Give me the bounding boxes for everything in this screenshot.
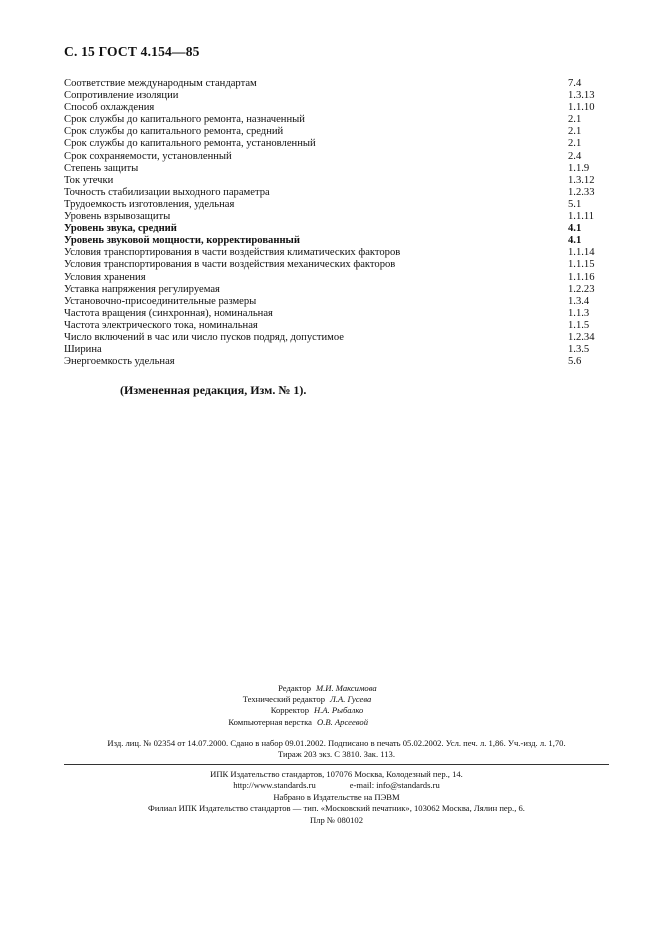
index-entry [64,223,604,235]
index-term: Трудоемкость изготовления, удельная [64,198,235,210]
credit-line [0,683,661,694]
index-term: Уровень взрывозащиты [64,211,171,223]
index-ref: 2.1 [568,138,582,150]
index-entry [64,78,604,90]
license-number: Плр № 080102 [309,814,364,825]
index-ref: 1.1.9 [568,162,590,174]
index-entry [64,102,604,114]
index-ref: 1.1.10 [568,102,595,114]
index-ref: 2.4 [568,150,582,162]
index-ref: 1.3.4 [568,295,590,307]
index-term: Частота вращения (синхронная), номинальная [64,307,273,319]
index-term: Срок службы до капитального ремонта, назначенный [64,114,305,126]
index-entry [64,163,604,175]
index-ref: 1.1.15 [568,259,595,271]
index-term: Ширина [64,344,102,356]
index-entry [64,151,604,163]
publisher-contacts [64,780,609,791]
index-ref: 5.1 [568,198,582,210]
index-entry [64,284,604,296]
index-term: Способ охлаждения [64,102,155,114]
index-term: Срок службы до капитального ремонта, средний [64,126,284,138]
index-ref: 1.1.16 [568,271,595,283]
index-entry [64,308,604,320]
index-ref: 2.1 [568,126,582,138]
index-entry [64,235,604,247]
editorial-credits [0,683,661,728]
index-term: Точность стабилизации выходного параметра [64,186,270,198]
credit-name: Л.А. Гусева [330,694,372,705]
credit-role: Компьютерная верстка [228,716,312,727]
index-entry [64,90,604,102]
credit-name: М.И. Максимова [316,683,377,693]
index-term: Частота электрического тока, номинальная [64,319,258,331]
index-ref: 1.3.13 [568,90,595,102]
index-ref: 4.1 [568,235,582,247]
index-term: Условия хранения [64,271,146,283]
index-ref: 1.2.23 [568,283,595,295]
index-term: Число включений в час или число пусков подряд, допустимое [64,331,344,343]
index-term: Срок сохраняемости, установленный [64,150,232,162]
index-entry [64,332,604,344]
imprint-line-2: Тираж 203 экз. С 3810. Зак. 113. [278,749,395,759]
credit-name: О.В. Арсеевой [317,716,368,727]
index-entry [64,320,604,332]
index-ref: 2.1 [568,114,582,126]
index-entry [64,356,604,368]
index-ref: 1.1.5 [568,319,590,331]
credit-role: Редактор [278,683,311,693]
publisher-address: ИПК Издательство стандартов, 107076 Москва, Колодезный пер., 14. [210,769,463,779]
index-term: Энергоемкость удельная [64,356,175,368]
index-ref: 7.4 [568,78,582,89]
page-header: С. 15 ГОСТ 4.154—85 [64,44,200,59]
credit-line [0,694,661,705]
index-ref: 1.3.12 [568,174,595,186]
index-term: Условия транспортирования в части воздействия климатических факторов [64,247,401,259]
index-entry [64,187,604,199]
index-term: Условия транспортирования в части воздействия механических факторов [64,259,396,271]
publisher-info [64,769,609,826]
index-term: Ток утечки [64,174,114,186]
index-entry [64,247,604,259]
index-entry [64,211,604,223]
index-entry [64,259,604,271]
index-term: Уровень звука, средний [64,223,177,235]
index-entry [64,114,604,126]
credit-role: Корректор [270,705,309,716]
amendment-note: (Измененная редакция, Изм. № 1). [120,383,307,397]
index-term: Соответствие международным стандартам [64,78,257,89]
print-imprint [64,738,609,760]
credit-role: Технический редактор [242,694,325,705]
index-ref: 1.3.5 [568,344,590,356]
index-ref: 1.1.3 [568,307,590,319]
index-term: Установочно-присоединительные размеры [64,295,257,307]
index-term: Уровень звуковой мощности, корректированный [64,235,300,247]
index-entry [64,272,604,284]
separator-rule [64,764,609,765]
credit-name: Н.А. Рыбалко [314,705,364,716]
typeset-note: Набрано в Издательстве на ПЭВМ [273,791,400,802]
index-entry [64,296,604,308]
publisher-website: http://www.standards.ru [233,780,316,791]
publisher-email: e-mail: info@standards.ru [349,780,440,791]
index-term: Степень защиты [64,162,139,174]
index-ref: 1.2.34 [568,331,595,343]
index-term: Сопротивление изоляции [64,90,179,102]
index-ref: 1.1.11 [568,211,595,223]
index-term: Уставка напряжения регулируемая [64,283,220,295]
index-entry [64,199,604,211]
index-ref: 4.1 [568,223,582,235]
index-ref: 1.2.33 [568,186,595,198]
index-entry [64,126,604,138]
subject-index [64,78,604,368]
imprint-line-1: Изд. лиц. № 02354 от 14.07.2000. Сдано в набор 09.01.2002. Подписано в печать 05.02.2002. Усл. печ. л. 1,86. Уч.-изд. л. 1,70. [107,738,566,748]
index-entry [64,175,604,187]
index-entry [64,138,604,150]
index-ref: 5.6 [568,356,582,368]
printing-branch: Филиал ИПК Издательство стандартов — тип. «Московский печатник», 103062 Москва, Лялин пер., 6. [148,803,525,814]
credit-line [0,705,661,716]
index-entry [64,344,604,356]
credit-line [0,717,661,728]
index-ref: 1.1.14 [568,247,595,259]
index-term: Срок службы до капитального ремонта, установленный [64,138,316,150]
